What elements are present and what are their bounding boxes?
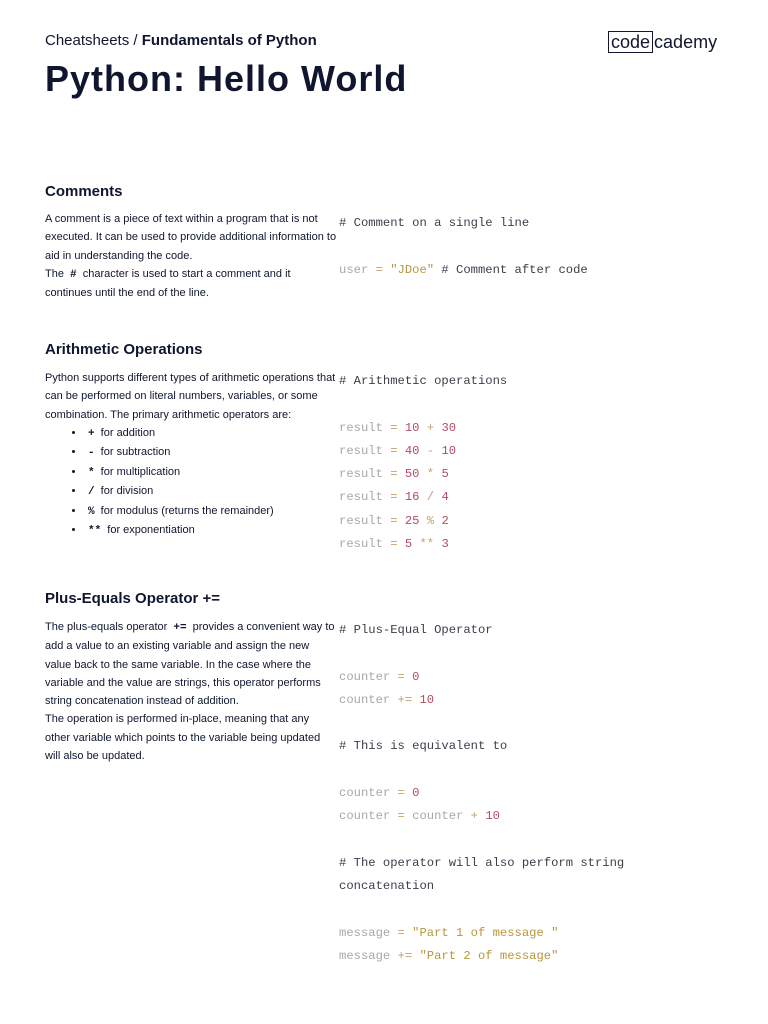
code-operator: - (419, 443, 442, 458)
breadcrumb-link-cheatsheets[interactable]: Cheatsheets (45, 32, 130, 49)
code-number: 40 (404, 443, 420, 458)
list-item-text: for subtraction (100, 446, 171, 459)
operator-code: / (88, 486, 95, 499)
list-item (85, 521, 337, 541)
code-operator: = (382, 443, 405, 458)
section-heading: Plus-Equals Operator += (45, 590, 221, 607)
code-line (339, 945, 679, 968)
list-item (85, 502, 337, 522)
code-number: 4 (441, 490, 449, 505)
paragraph: The operation is performed in-place, meaning that any other variable which points to the variable being updated will also be updated. (45, 713, 321, 763)
code-number: 10 (404, 420, 420, 435)
code-operator: / (419, 490, 442, 505)
list-item-text: for exponentiation (107, 524, 195, 537)
code-operator: + (419, 420, 442, 435)
operator-code: ** (88, 525, 102, 538)
code-variable: result (339, 420, 383, 435)
code-comment-line: concatenation (339, 879, 435, 894)
code-block-plus-equals (339, 619, 679, 968)
code-operator: = (390, 925, 413, 940)
code-variable: result (339, 537, 383, 552)
list-item-text: for modulus (returns the remainder) (100, 504, 274, 517)
code-variable: result (339, 443, 383, 458)
code-comment-line: # Arithmetic operations (339, 374, 508, 388)
codecademy-logo[interactable] (608, 31, 717, 53)
operator-list (45, 424, 337, 541)
section-description (45, 369, 337, 541)
code-number: 10 (419, 692, 435, 707)
code-variable: counter (412, 809, 464, 824)
code-variable: message (339, 925, 391, 940)
code-operator: = (390, 669, 413, 684)
paragraph (45, 265, 337, 303)
code-number: 0 (412, 669, 420, 684)
paragraph: Python supports different types of arithmetic operations that can be performed on literal numbers, variables, or some combination. The primary arithmetic operators are: (45, 372, 336, 421)
inline-code: += (173, 622, 187, 634)
code-operator: = (368, 262, 391, 277)
code-block-arithmetic (339, 370, 679, 556)
operator-code: - (88, 447, 95, 460)
code-number: 5 (404, 537, 413, 552)
page-title: Python: Hello World (45, 58, 408, 99)
code-number: 30 (441, 420, 457, 435)
code-number: 25 (404, 513, 420, 528)
code-line (339, 417, 679, 440)
code-variable: counter (339, 809, 391, 824)
code-variable: result (339, 467, 383, 482)
code-line (339, 510, 679, 533)
code-operator: = (390, 786, 413, 801)
code-operator: += (390, 949, 420, 964)
code-operator: * (419, 467, 442, 482)
code-line (339, 259, 679, 282)
code-variable: user (339, 262, 369, 277)
code-operator: = (382, 537, 405, 552)
code-number: 16 (404, 490, 420, 505)
code-operator: % (419, 513, 442, 528)
breadcrumb (45, 32, 317, 49)
text: provides a convenient way to add a value to an existing variable and assign the new value back to the same variable. In the case where the variable and the value are strings, this operator performs string concatenation instead of addition. (45, 621, 335, 708)
paragraph (45, 618, 337, 710)
code-line (339, 922, 679, 945)
code-line (339, 666, 679, 689)
code-string: "JDoe" (390, 262, 435, 277)
section-heading: Arithmetic Operations (45, 341, 203, 358)
list-item (85, 443, 337, 463)
inline-code: # (70, 268, 77, 281)
code-number: 10 (485, 809, 500, 824)
code-line (339, 805, 679, 828)
code-variable: result (339, 513, 383, 528)
code-comment-line: # This is equivalent to (339, 739, 508, 754)
code-number: 0 (412, 786, 420, 801)
code-number: 5 (441, 467, 449, 482)
code-comment: # Comment after code (434, 262, 588, 277)
code-line (339, 440, 679, 463)
code-line (339, 533, 679, 556)
code-variable: counter (339, 669, 391, 684)
code-number: 50 (404, 467, 420, 482)
code-operator: = (382, 490, 405, 505)
code-number: 2 (441, 513, 449, 528)
code-block-comments (339, 212, 679, 282)
text: character is used to start a comment and it continues until the end of the line. (45, 267, 291, 300)
code-operator: = (390, 809, 413, 824)
list-item-text: for multiplication (100, 465, 181, 478)
code-string: "Part 2 of message" (419, 949, 559, 964)
logo-rest-text: cademy (654, 31, 718, 52)
code-variable: result (339, 490, 383, 505)
breadcrumb-separator: / (133, 32, 138, 49)
section-heading: Comments (45, 183, 123, 200)
paragraph: A comment is a piece of text within a program that is not executed. It can be used to provide additional information to aid in understanding the code. (45, 213, 337, 262)
code-variable: message (339, 949, 391, 964)
code-line (339, 689, 679, 712)
code-line (339, 486, 679, 509)
operator-code: * (88, 466, 95, 479)
text: The (45, 267, 64, 280)
code-line (339, 782, 679, 805)
operator-code: + (88, 427, 95, 440)
logo-box-text: code (608, 31, 653, 53)
section-description (45, 618, 337, 765)
operator-code: % (88, 505, 95, 518)
code-operator: + (463, 809, 486, 824)
list-item (85, 463, 337, 483)
code-operator: += (390, 692, 420, 707)
code-variable: counter (339, 786, 391, 801)
breadcrumb-current[interactable]: Fundamentals of Python (141, 32, 317, 49)
code-number: 3 (441, 537, 449, 552)
list-item-text: for division (100, 485, 154, 498)
code-number: 10 (441, 443, 457, 458)
text: The plus-equals operator (45, 621, 168, 633)
code-variable: counter (339, 692, 391, 707)
section-description (45, 210, 337, 302)
code-line (339, 463, 679, 486)
code-operator: = (382, 467, 405, 482)
code-operator: = (382, 420, 405, 435)
code-string: "Part 1 of message " (412, 925, 559, 940)
code-comment-line: # Plus-Equal Operator (339, 623, 493, 637)
code-operator: ** (412, 537, 442, 552)
code-operator: = (382, 513, 405, 528)
list-item (85, 482, 337, 502)
code-comment-line: # Comment on a single line (339, 216, 530, 230)
list-item (85, 424, 337, 444)
list-item-text: for addition (100, 426, 156, 439)
code-comment-line: # The operator will also perform string (339, 855, 625, 870)
